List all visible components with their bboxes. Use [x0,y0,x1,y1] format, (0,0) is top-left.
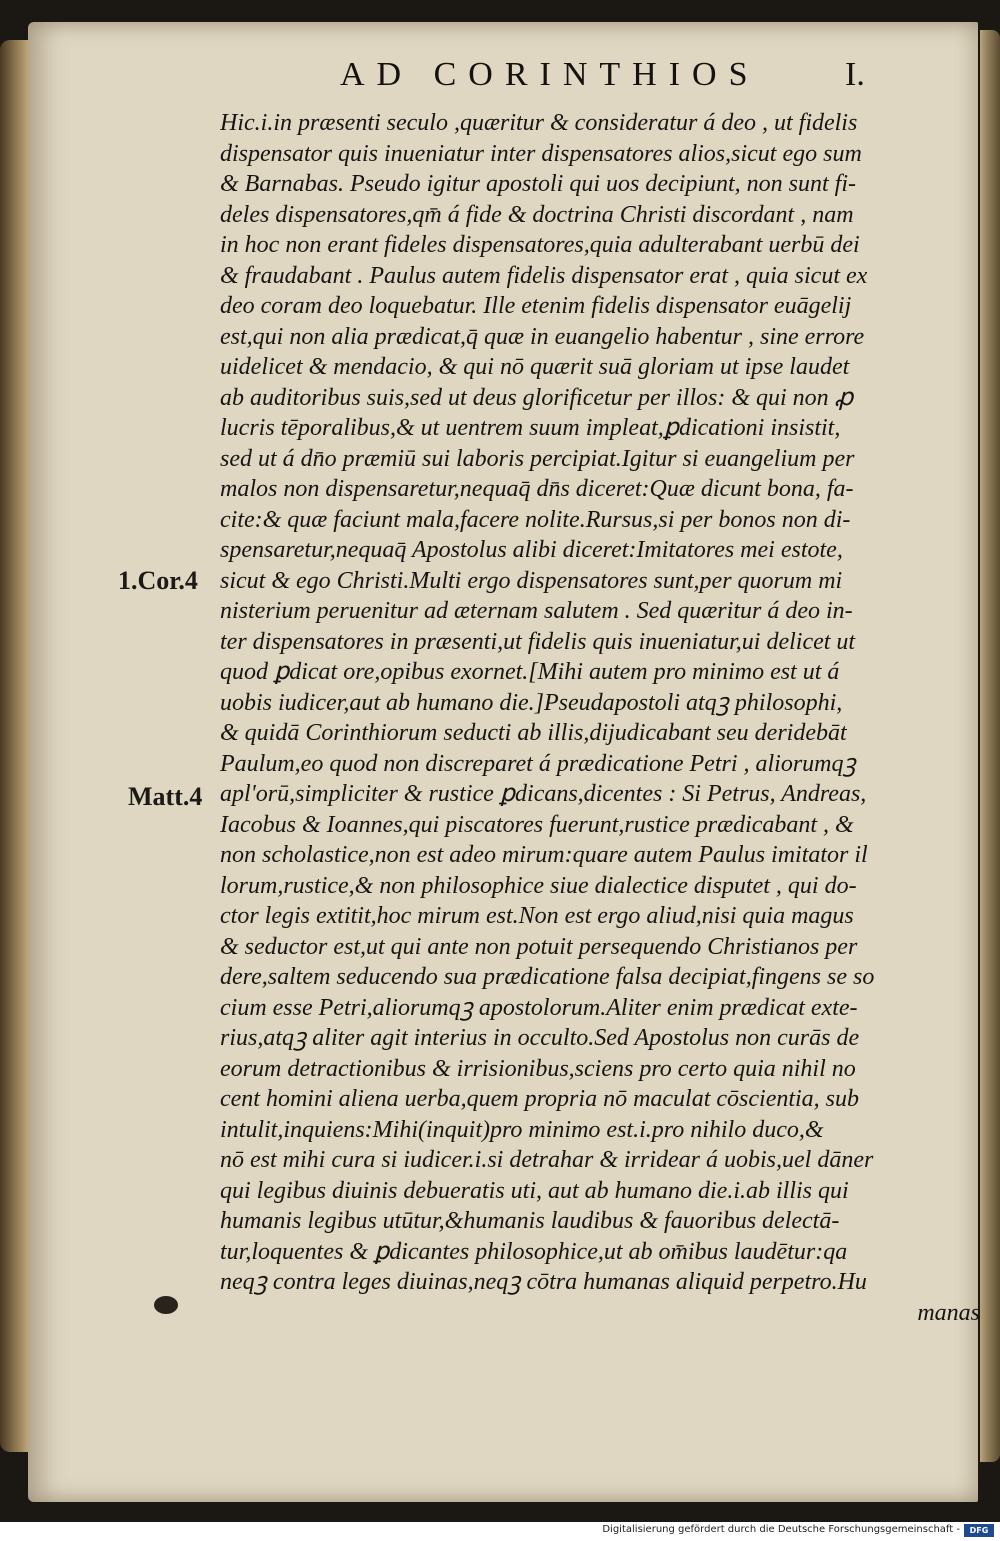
text-line: non scholastice,non est adeo mirum:quare autem Paulus imitator il [220,842,868,868]
text-line: sicut & ego Christi.Multi ergo dispensatores sunt,per quorum mi [220,567,843,594]
text-line: neqꝫ contra leges diuinas,neqꝫ cōtra humanas aliquid perpetro.Hu [220,1269,867,1295]
margin-note-1-cor-4: 1.Cor.4 [118,566,198,595]
text-line: Iacobus & Ioannes,qui piscatores fuerunt,rustice prædicabant , & [220,811,854,838]
text-line: qui legibus diuinis debueratis uti, aut ab humano die.i.ab illis qui [220,1177,849,1204]
page-header [340,56,900,106]
text-line: sed ut á dn̄o præmiū sui laboris percipiat.Igitur si euangelium per [220,445,855,472]
text-line: deo coram deo loquebatur. Ille etenim fidelis dispensator euāgelij [220,293,852,319]
text-line: Hic.i.in præsenti seculo ,quæritur & consideratur á deo , ut fidelis [220,110,858,136]
text-line: nō est mihi cura si iudicer.i.si detrahar & irridear á uobis,uel dāner [220,1147,874,1173]
text-line: lorum,rustice,& non philosophice siue dialectice disputet , qui do- [220,872,857,899]
digitization-footer [0,1522,1000,1541]
dfg-logo: DFG [964,1524,994,1537]
text-line: cent homini aliena uerba,quem propria nō maculat cōscientia, sub [220,1086,860,1112]
funding-note: Digitalisierung gefördert durch die Deutsche Forschungsgemeinschaft - [602,1524,960,1535]
text-line: ctor legis extitit,hoc mirum est.Non est ergo aliud,nisi quia magus [220,903,854,929]
page-number: I. [845,56,865,93]
body-text [220,108,990,1328]
text-line: rius,atqꝫ aliter agit interius in occulto.Sed Apostolus non curās de [220,1025,860,1051]
text-line: deles dispensatores,qm̄ á fide & doctrina Christi discordant , nam [220,201,854,228]
text-line: & seductor est,ut qui ante non potuit persequendo Christianos per [220,933,858,960]
ink-blot [154,1296,178,1314]
text-line: humanis legibus utūtur,&humanis laudibus & fauoribus delectā- [220,1208,840,1234]
running-title: AD CORINTHIOS [340,56,760,93]
text-line: intulit,inquiens:Mihi(inquit)pro minimo est.i.pro nihilo duco,& [220,1116,824,1143]
text-line: in hoc non erant fideles dispensatores,quia adulterabant uerbū dei [220,232,860,258]
catchword: manas [917,1299,980,1326]
text-line: ab auditoribus suis,sed ut deus glorificetur per illos: & qui non ꝓ [220,384,854,411]
text-line: dere,saltem seducendo sua prædicatione falsa decipiat,fingens se so [220,964,875,990]
text-line: spensaretur,nequaq̄ Apostolus alibi diceret:Imitatores mei estote, [220,537,843,563]
text-line: eorum detractionibus & irrisionibus,sciens pro certo quia nihil no [220,1055,856,1082]
text-line: lucris tēporalibus,& ut uentrem suum impleat,ꝑdicationi insistit, [220,415,841,441]
text-line: tur,loquentes & ꝑdicantes philosophice,ut ab om̄ibus laudētur:qa [220,1238,848,1265]
text-line: & Barnabas. Pseudo igitur apostoli qui uos decipiunt, non sunt fi- [220,171,856,197]
text-line: & fraudabant . Paulus autem fidelis dispensator erat , quia sicut ex [220,262,868,289]
text-line: quod ꝑdicat ore,opibus exornet.[Mihi autem pro minimo est ut á [220,659,840,685]
text-line: Paulum,eo quod non discreparet á prædicatione Petri , aliorumqꝫ [220,750,856,777]
text-line: apl'orū,simpliciter & rustice ꝑdicans,dicentes : Si Petrus, Andreas, [220,781,867,807]
text-line: & quidā Corinthiorum seducti ab illis,dijudicabant seu deridebāt [220,720,847,746]
text-line: nisterium peruenitur ad æternam salutem . Sed quæritur á deo in- [220,598,853,624]
text-line: cite:& quæ faciunt mala,facere nolite.Rursus,si per bonos non di- [220,506,851,533]
text-line: uidelicet & mendacio, & qui nō quærit suā gloriam ut ipse laudet [220,354,850,380]
text-line: ter dispensatores in præsenti,ut fidelis quis inueniatur,ui delicet ut [220,628,856,655]
margin-note-matt-4: Matt.4 [128,782,203,811]
text-line: uobis iudicer,aut ab humano die.]Pseudapostoli atqꝫ philosophi, [220,689,843,716]
text-line: cium esse Petri,aliorumqꝫ apostolorum.Aliter enim prædicat exte- [220,994,858,1021]
text-line: dispensator quis inueniatur inter dispensatores alios,sicut ego sum [220,140,862,167]
text-line: malos non dispensaretur,nequaq̄ dn̄s diceret:Quæ dicunt bona, fa- [220,476,854,502]
text-line: est,qui non alia prædicat,q̄ quæ in euangelio habentur , sine errore [220,323,865,350]
